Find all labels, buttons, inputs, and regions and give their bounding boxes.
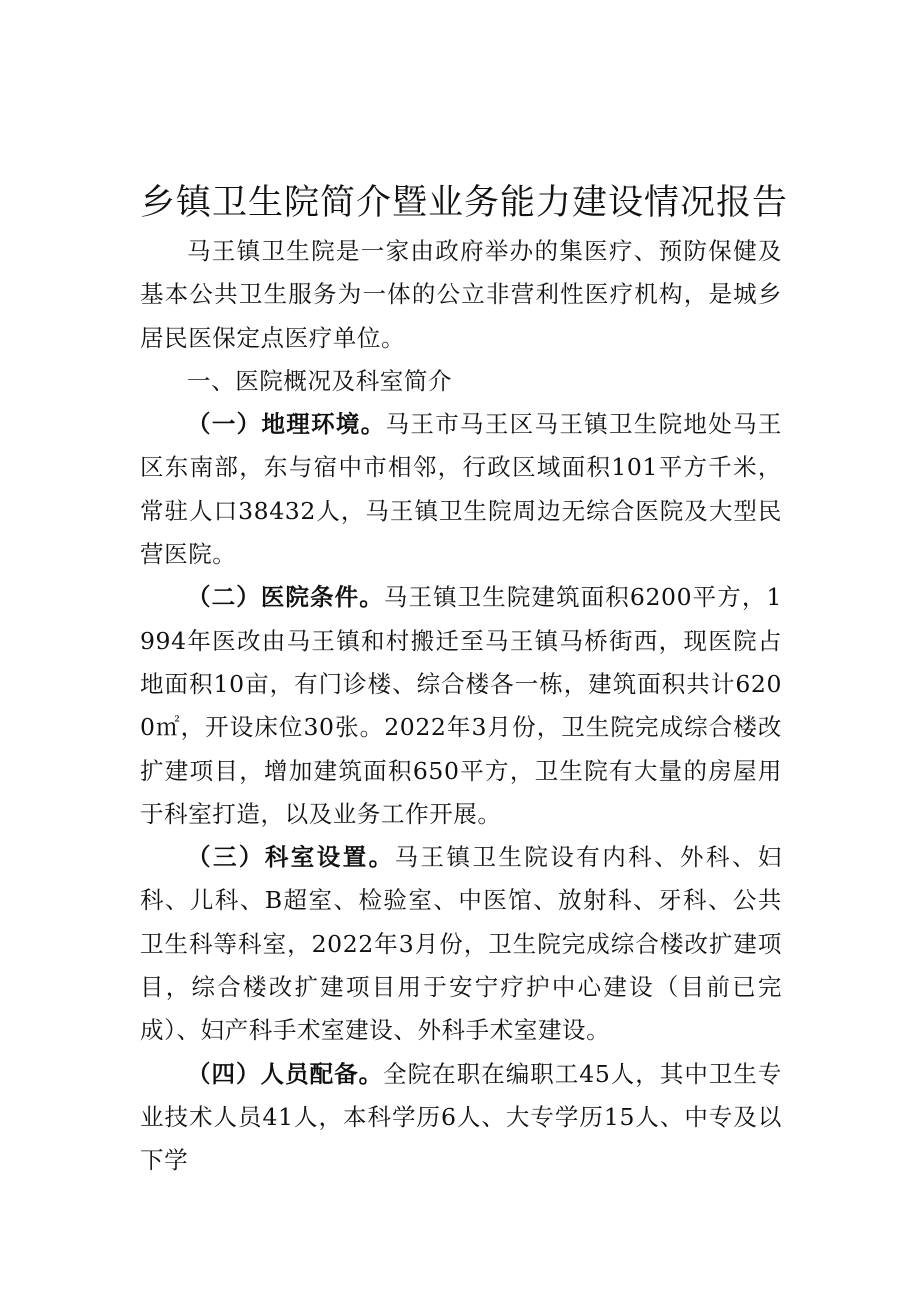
paragraph-staffing	[140, 1053, 782, 1183]
paragraph-lead-staffing: （四）人员配备。	[187, 1059, 384, 1088]
paragraph-text-geography: 马王市马王区马王镇卫生院地处马王区东南部，东与宿中市相邻，行政区域面积101平方千米，常驻人口38432人，马王镇卫生院周边无综合医院及大型民营医院。	[140, 410, 782, 569]
document-title: 乡镇卫生院简介暨业务能力建设情况报告	[140, 183, 789, 223]
paragraph-lead-departments: （三）科室设置。	[187, 843, 395, 872]
paragraph-text-conditions: 马王镇卫生院建筑面积6200平方，1994年医改由马王镇和村搬迁至马王镇马桥街西，现医院占地面积10亩，有门诊楼、综合楼各一栋，建筑面积共计6200㎡，开设床位30张。2022年3月份，卫生院完成综合楼改扩建项目，增加建筑面积650平方，卫生院有大量的房屋用于科室打造，以及业务工作开展。	[140, 583, 782, 828]
paragraph-text-staffing: 全院在职在编职工45人，其中卫生专业技术人员41人，本科学历6人、大专学历15人、中专及以下学	[140, 1059, 782, 1175]
section-heading-overview: 一、医院概况及科室简介	[187, 366, 453, 395]
paragraph-text-departments: 马王镇卫生院设有内科、外科、妇科、儿科、B超室、检验室、中医馆、放射科、牙科、公共卫生科等科室，2022年3月份，卫生院完成综合楼改扩建项目，综合楼改扩建项目用于安宁疗护中心建设（目前已完成）、妇产科手术室建设、外科手术室建设。	[140, 843, 783, 1045]
paragraph-departments	[140, 836, 782, 1052]
paragraph-geography	[140, 403, 782, 576]
paragraph-conditions	[140, 576, 782, 836]
paragraph-lead-conditions: （二）医院条件。	[187, 583, 384, 612]
paragraph-lead-geography: （一）地理环境。	[187, 410, 386, 439]
document-body	[140, 230, 782, 1183]
intro-paragraph: 马王镇卫生院是一家由政府举办的集医疗、预防保健及基本公共卫生服务为一体的公立非营利性医疗机构，是城乡居民医保定点医疗单位。	[140, 237, 782, 352]
